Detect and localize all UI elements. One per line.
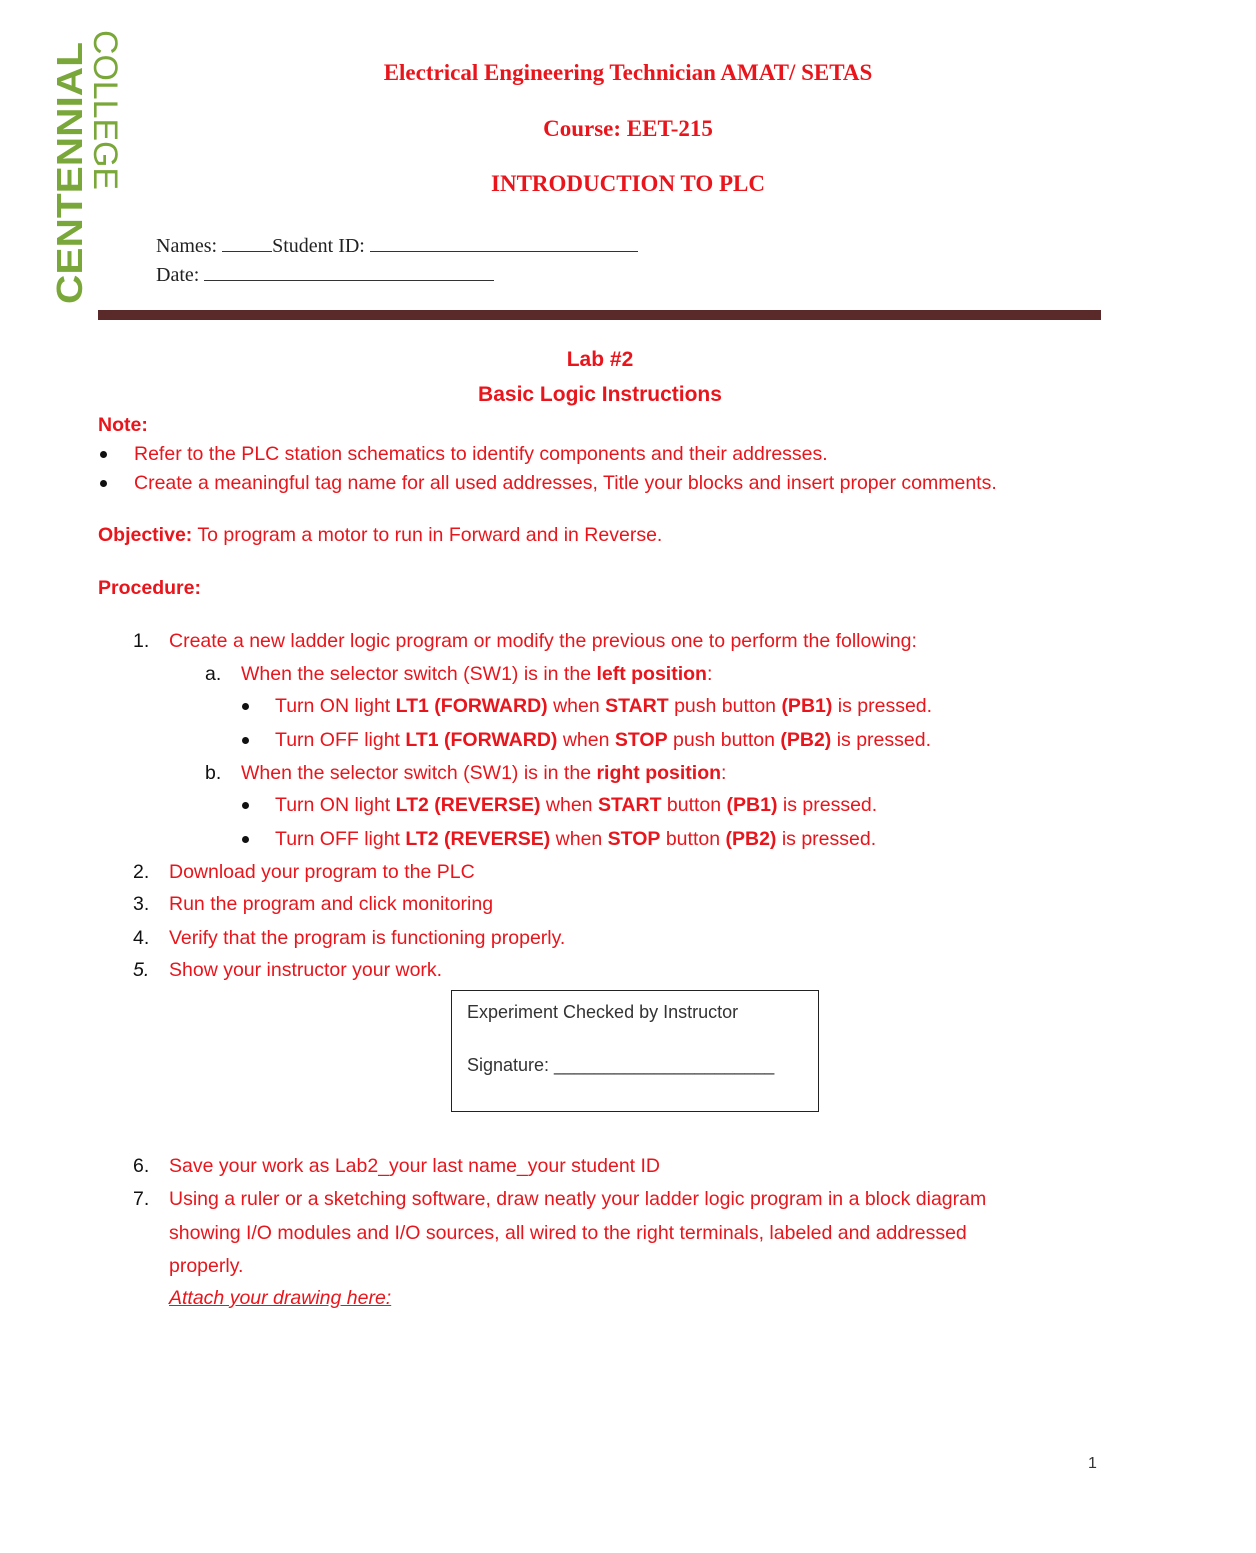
names-student-id-row [156,233,638,258]
program-title: Electrical Engineering Technician AMAT/ SETAS [383,60,873,85]
step-number: 2. [133,861,150,883]
procedure-step [133,1188,986,1211]
logo-centennial-text: CENTENNIAL [49,72,90,304]
student-id-label: Student ID: [272,235,365,257]
procedure-label: Procedure: [98,577,201,599]
signature-field[interactable]: Signature: ______________________ [467,1055,775,1075]
step-text-continued: properly. [169,1255,244,1277]
logo-college-text: COLLEGE [86,30,124,191]
procedure-step [133,861,475,884]
note-item: Refer to the PLC station schematics to identify components and their addresses. [134,443,828,465]
step-number: 3. [133,893,150,915]
procedure-step [133,893,493,916]
header-divider [98,310,1101,320]
step-text: Save your work as Lab2_your last name_your student ID [169,1155,661,1177]
date-label: Date: [156,264,200,286]
sub-bullet: Turn OFF light LT1 (FORWARD) when STOP push button (PB2) is pressed. [275,729,932,751]
sub-post: : [721,762,727,784]
sub-bullet: Turn ON light LT1 (FORWARD) when START push button (PB1) is pressed. [275,695,933,717]
page-number: 1 [1088,1455,1097,1472]
step-number: 1. [133,630,150,652]
procedure-step [133,1155,660,1178]
step-text: Create a new ladder logic program or modify the previous one to perform the following: [169,630,917,652]
lab-number: Lab #2 [566,348,634,371]
sub-text: When the selector switch (SW1) is in the [241,663,597,685]
objective-label: Objective: [98,524,193,546]
check-box-title: Experiment Checked by Instructor [467,1002,739,1022]
bullet-icon [242,802,249,809]
objective [98,524,662,547]
sub-post: : [706,663,713,685]
sub-step-b [205,762,726,785]
sub-bullet: Turn OFF light LT2 (REVERSE) when STOP button (PB2) is pressed. [275,828,877,850]
names-input[interactable] [222,233,272,252]
procedure-step [133,927,565,950]
sub-bold: left position [596,663,707,685]
sub-bullet: Turn ON light LT2 (REVERSE) when START button (PB1) is pressed. [275,794,878,816]
note-label: Note: [98,414,148,436]
step-text: Run the program and click monitoring [169,893,494,915]
bullet-icon [242,836,249,843]
bullet-icon [100,480,107,487]
names-label: Names: [156,235,218,257]
course-code: Course: EET-215 [543,116,713,141]
step-text-continued: showing I/O modules and I/O sources, all wired to the right terminals, labeled and addressed [169,1222,967,1244]
sub-letter: b. [205,762,222,784]
step-text: Download your program to the PLC [169,861,475,883]
attach-drawing-link[interactable]: Attach your drawing here: [169,1287,392,1309]
bullet-icon [100,451,107,458]
sub-letter: a. [205,663,222,685]
objective-text: To program a motor to run in Forward and in Reverse. [197,524,663,546]
step-number: 4. [133,927,150,949]
date-row [156,262,494,287]
sub-step-a [205,663,712,686]
procedure-step [133,959,442,982]
bullet-icon [242,737,249,744]
student-id-input[interactable] [370,233,638,252]
step-text: Using a ruler or a sketching software, draw neatly your ladder logic program in a block diagram [169,1188,987,1210]
step-number: 7. [133,1188,150,1210]
course-title: INTRODUCTION TO PLC [491,171,765,196]
sub-bold: right position [596,762,722,784]
step-number: 6. [133,1155,150,1177]
bullet-icon [242,703,249,710]
procedure-step [133,630,917,653]
sub-text: When the selector switch (SW1) is in the [241,762,597,784]
step-number: 5. [133,959,150,981]
step-text: Verify that the program is functioning properly. [169,927,566,949]
lab-title: Basic Logic Instructions [478,383,722,406]
note-item: Create a meaningful tag name for all used addresses, Title your blocks and insert proper comments. [134,472,997,494]
date-input[interactable] [204,262,494,281]
step-text: Show your instructor your work. [169,959,443,981]
instructor-check-box [451,990,819,1112]
